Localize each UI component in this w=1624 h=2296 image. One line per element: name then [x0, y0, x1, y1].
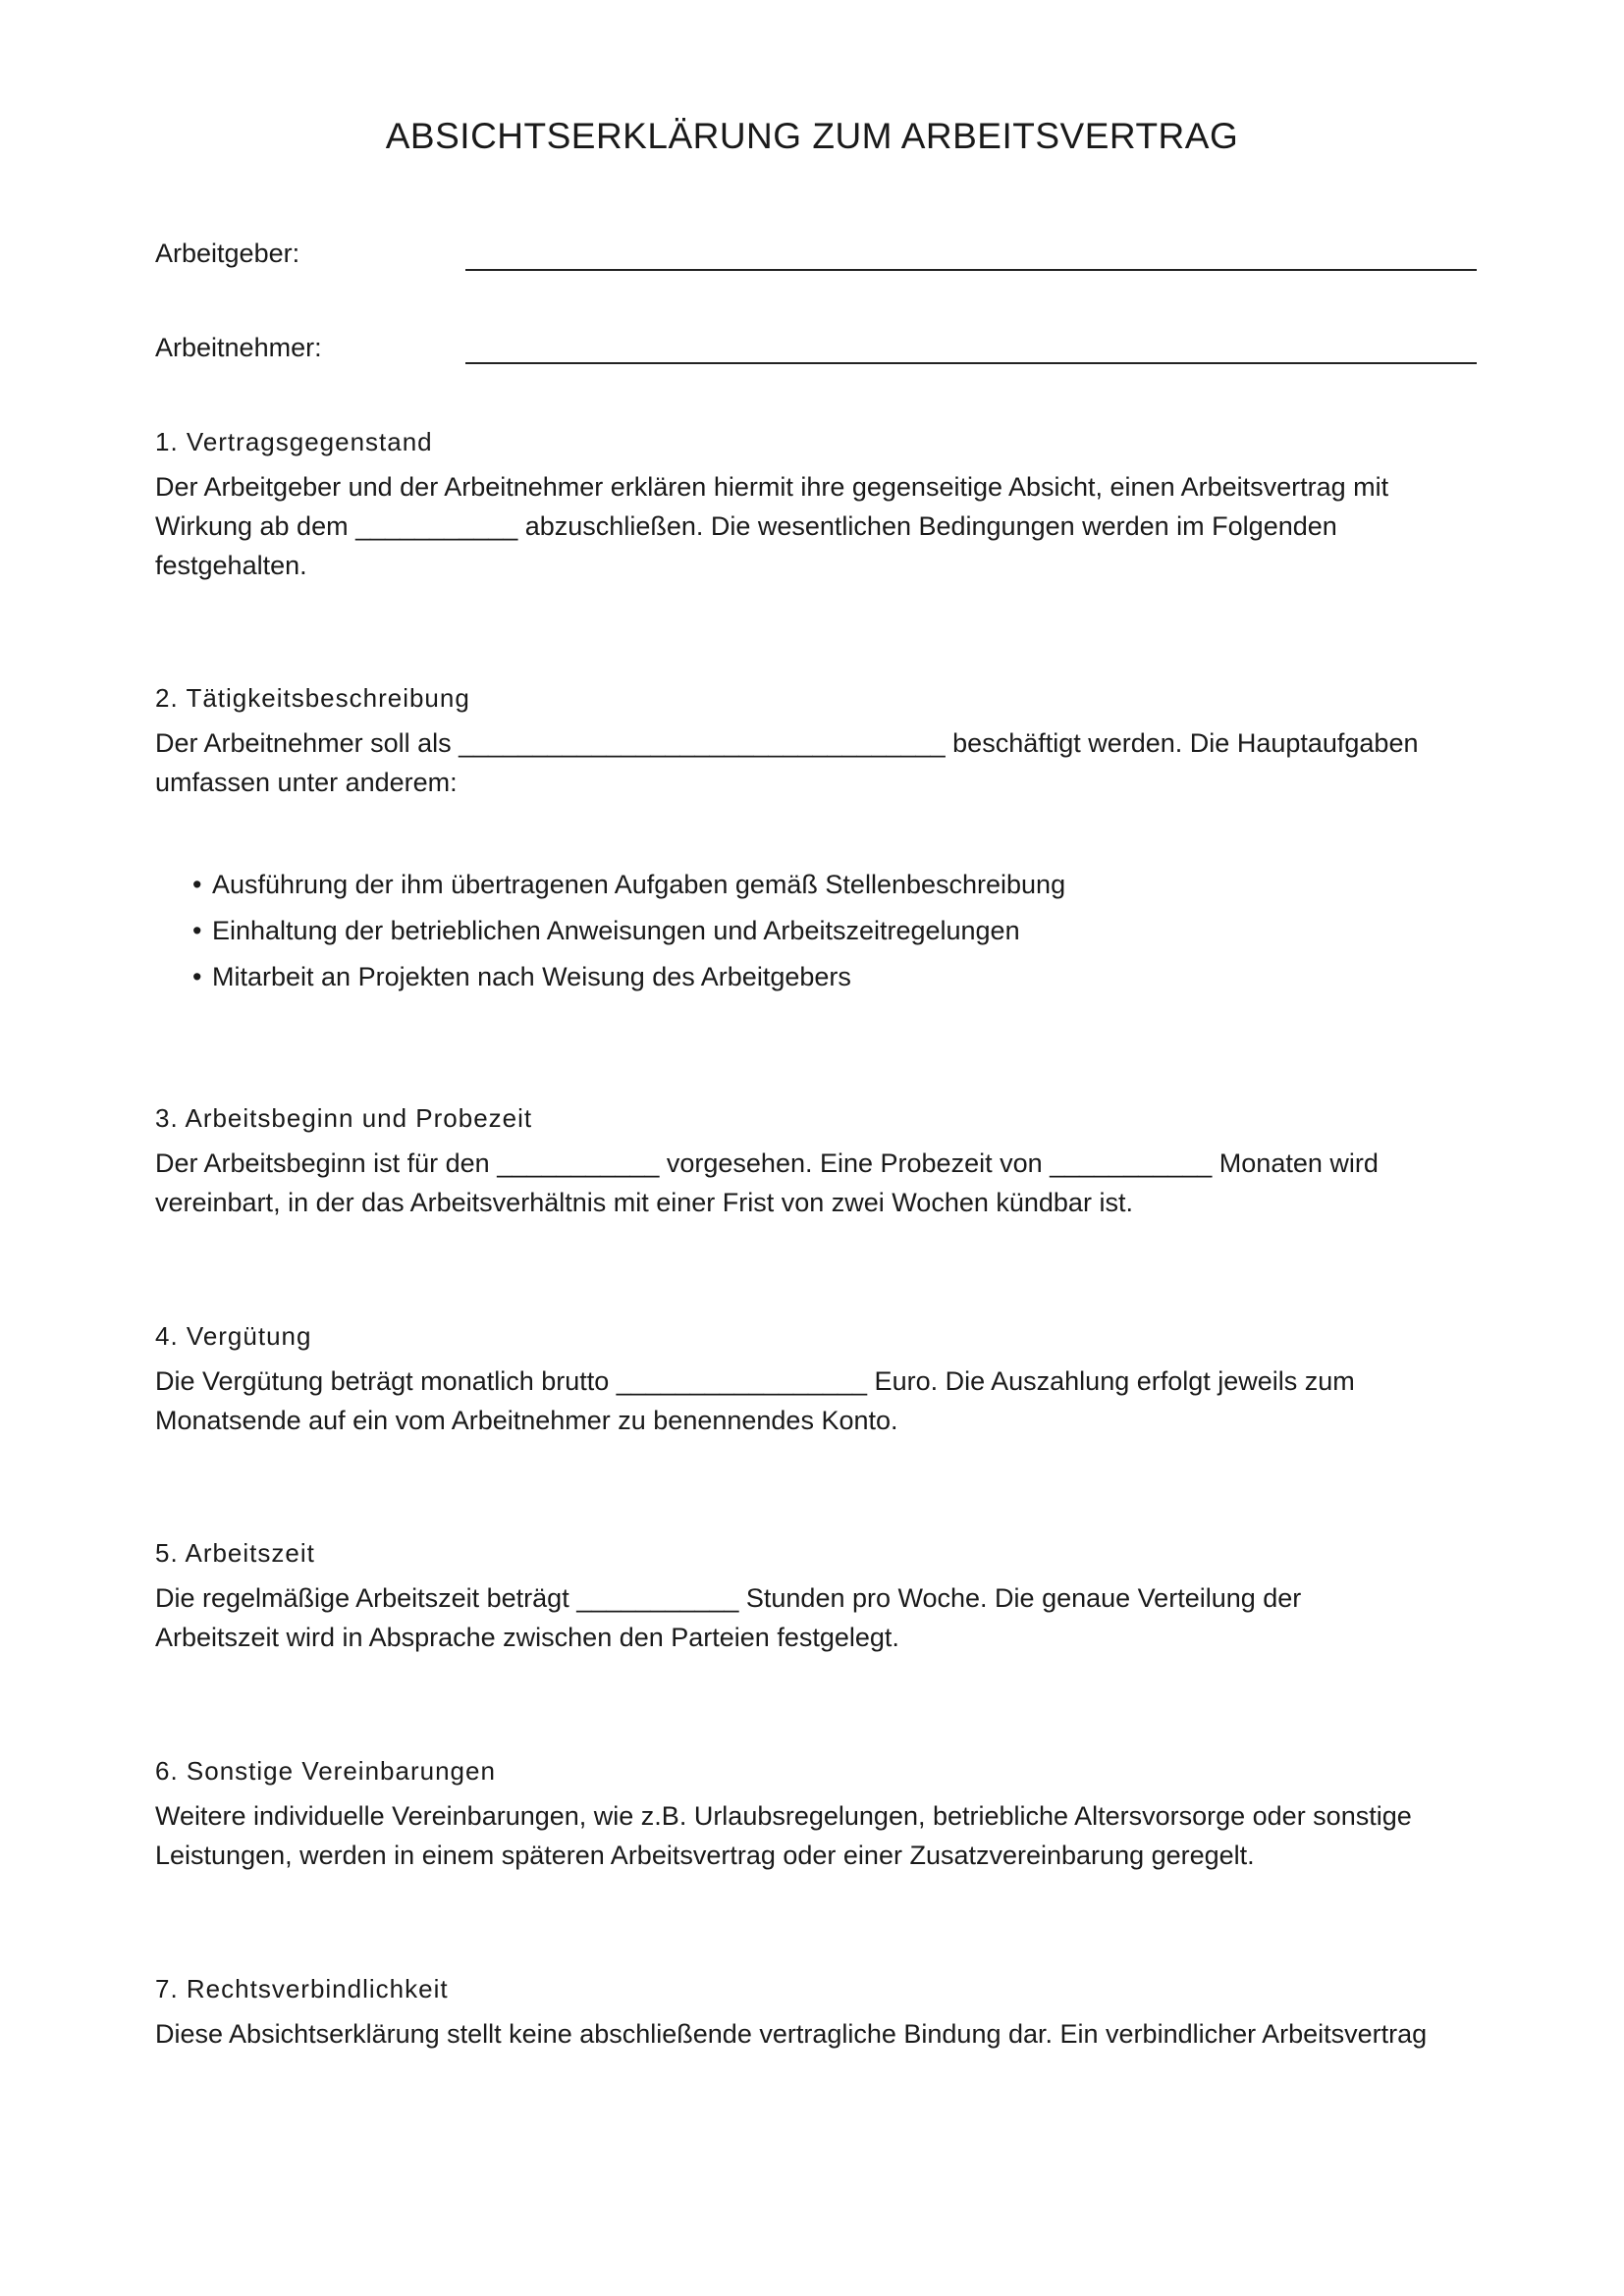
- section-heading: 7. Rechtsverbindlichkeit: [155, 1974, 449, 2003]
- section-text: Der Arbeitsbeginn ist für den ___________ vorgesehen. Eine Probezeit von ___________ Monaten wird vereinbart, in der das Arbeitsverhältnis mit einer Frist von zwei Wochen kündbar ist.: [155, 1148, 1379, 1217]
- section-text: Diese Absichtserklärung stellt keine abschließende vertragliche Bindung dar. Ein verbindlicher Arbeitsvertrag: [155, 2019, 1428, 2049]
- section-text: Die Vergütung beträgt monatlich brutto _________________ Euro. Die Auszahlung erfolgt jeweils zum Monatsende auf ein vom Arbeitnehmer zu benennendes Konto.: [155, 1366, 1355, 1435]
- list-item: • Mitarbeit an Projekten nach Weisung des Arbeitgebers: [192, 957, 1065, 1003]
- bullet-icon: •: [192, 870, 202, 899]
- list-item: • Ausführung der ihm übertragenen Aufgaben gemäß Stellenbeschreibung: [192, 865, 1065, 911]
- section-text: Der Arbeitgeber und der Arbeitnehmer erklären hiermit ihre gegenseitige Absicht, einen Arbeitsvertrag mit Wirkung ab dem ___________ abzuschließen. Die wesentlichen Bedingungen werden im Folgenden festgehalten.: [155, 472, 1389, 580]
- list-item: • Einhaltung der betrieblichen Anweisungen und Arbeitszeitregelungen: [192, 911, 1065, 957]
- section-text: Die regelmäßige Arbeitszeit beträgt ___________ Stunden pro Woche. Die genaue Verteilung der Arbeitszeit wird in Absprache zwischen den Parteien festgelegt.: [155, 1583, 1302, 1652]
- section-text: Der Arbeitnehmer soll als _________________________________ beschäftigt werden. Die Hauptaufgaben umfassen unter anderem:: [155, 728, 1419, 797]
- employer-signature-line[interactable]: [465, 269, 1477, 271]
- employer-label: Arbeitgeber:: [155, 239, 300, 268]
- bullet-icon: •: [192, 962, 202, 991]
- section-text: Weitere individuelle Vereinbarungen, wie z.B. Urlaubsregelungen, betriebliche Altersvorsorge oder sonstige Leistungen, werden in einem späteren Arbeitsvertrag oder einer Zusatzvereinbarung geregelt.: [155, 1801, 1412, 1870]
- employee-label: Arbeitnehmer:: [155, 333, 322, 362]
- section-heading: 6. Sonstige Vereinbarungen: [155, 1756, 496, 1786]
- employee-signature-line[interactable]: [465, 362, 1477, 364]
- document-title: ABSICHTSERKLÄRUNG ZUM ARBEITSVERTRAG: [385, 116, 1239, 156]
- task-list: [192, 865, 1065, 1003]
- section-heading: 3. Arbeitsbeginn und Probezeit: [155, 1103, 533, 1133]
- section-heading: 1. Vertragsgegenstand: [155, 427, 433, 456]
- section-heading: 5. Arbeitszeit: [155, 1538, 315, 1568]
- bullet-icon: •: [192, 916, 202, 945]
- section-heading: 2. Tätigkeitsbeschreibung: [155, 683, 470, 713]
- section-heading: 4. Vergütung: [155, 1321, 312, 1351]
